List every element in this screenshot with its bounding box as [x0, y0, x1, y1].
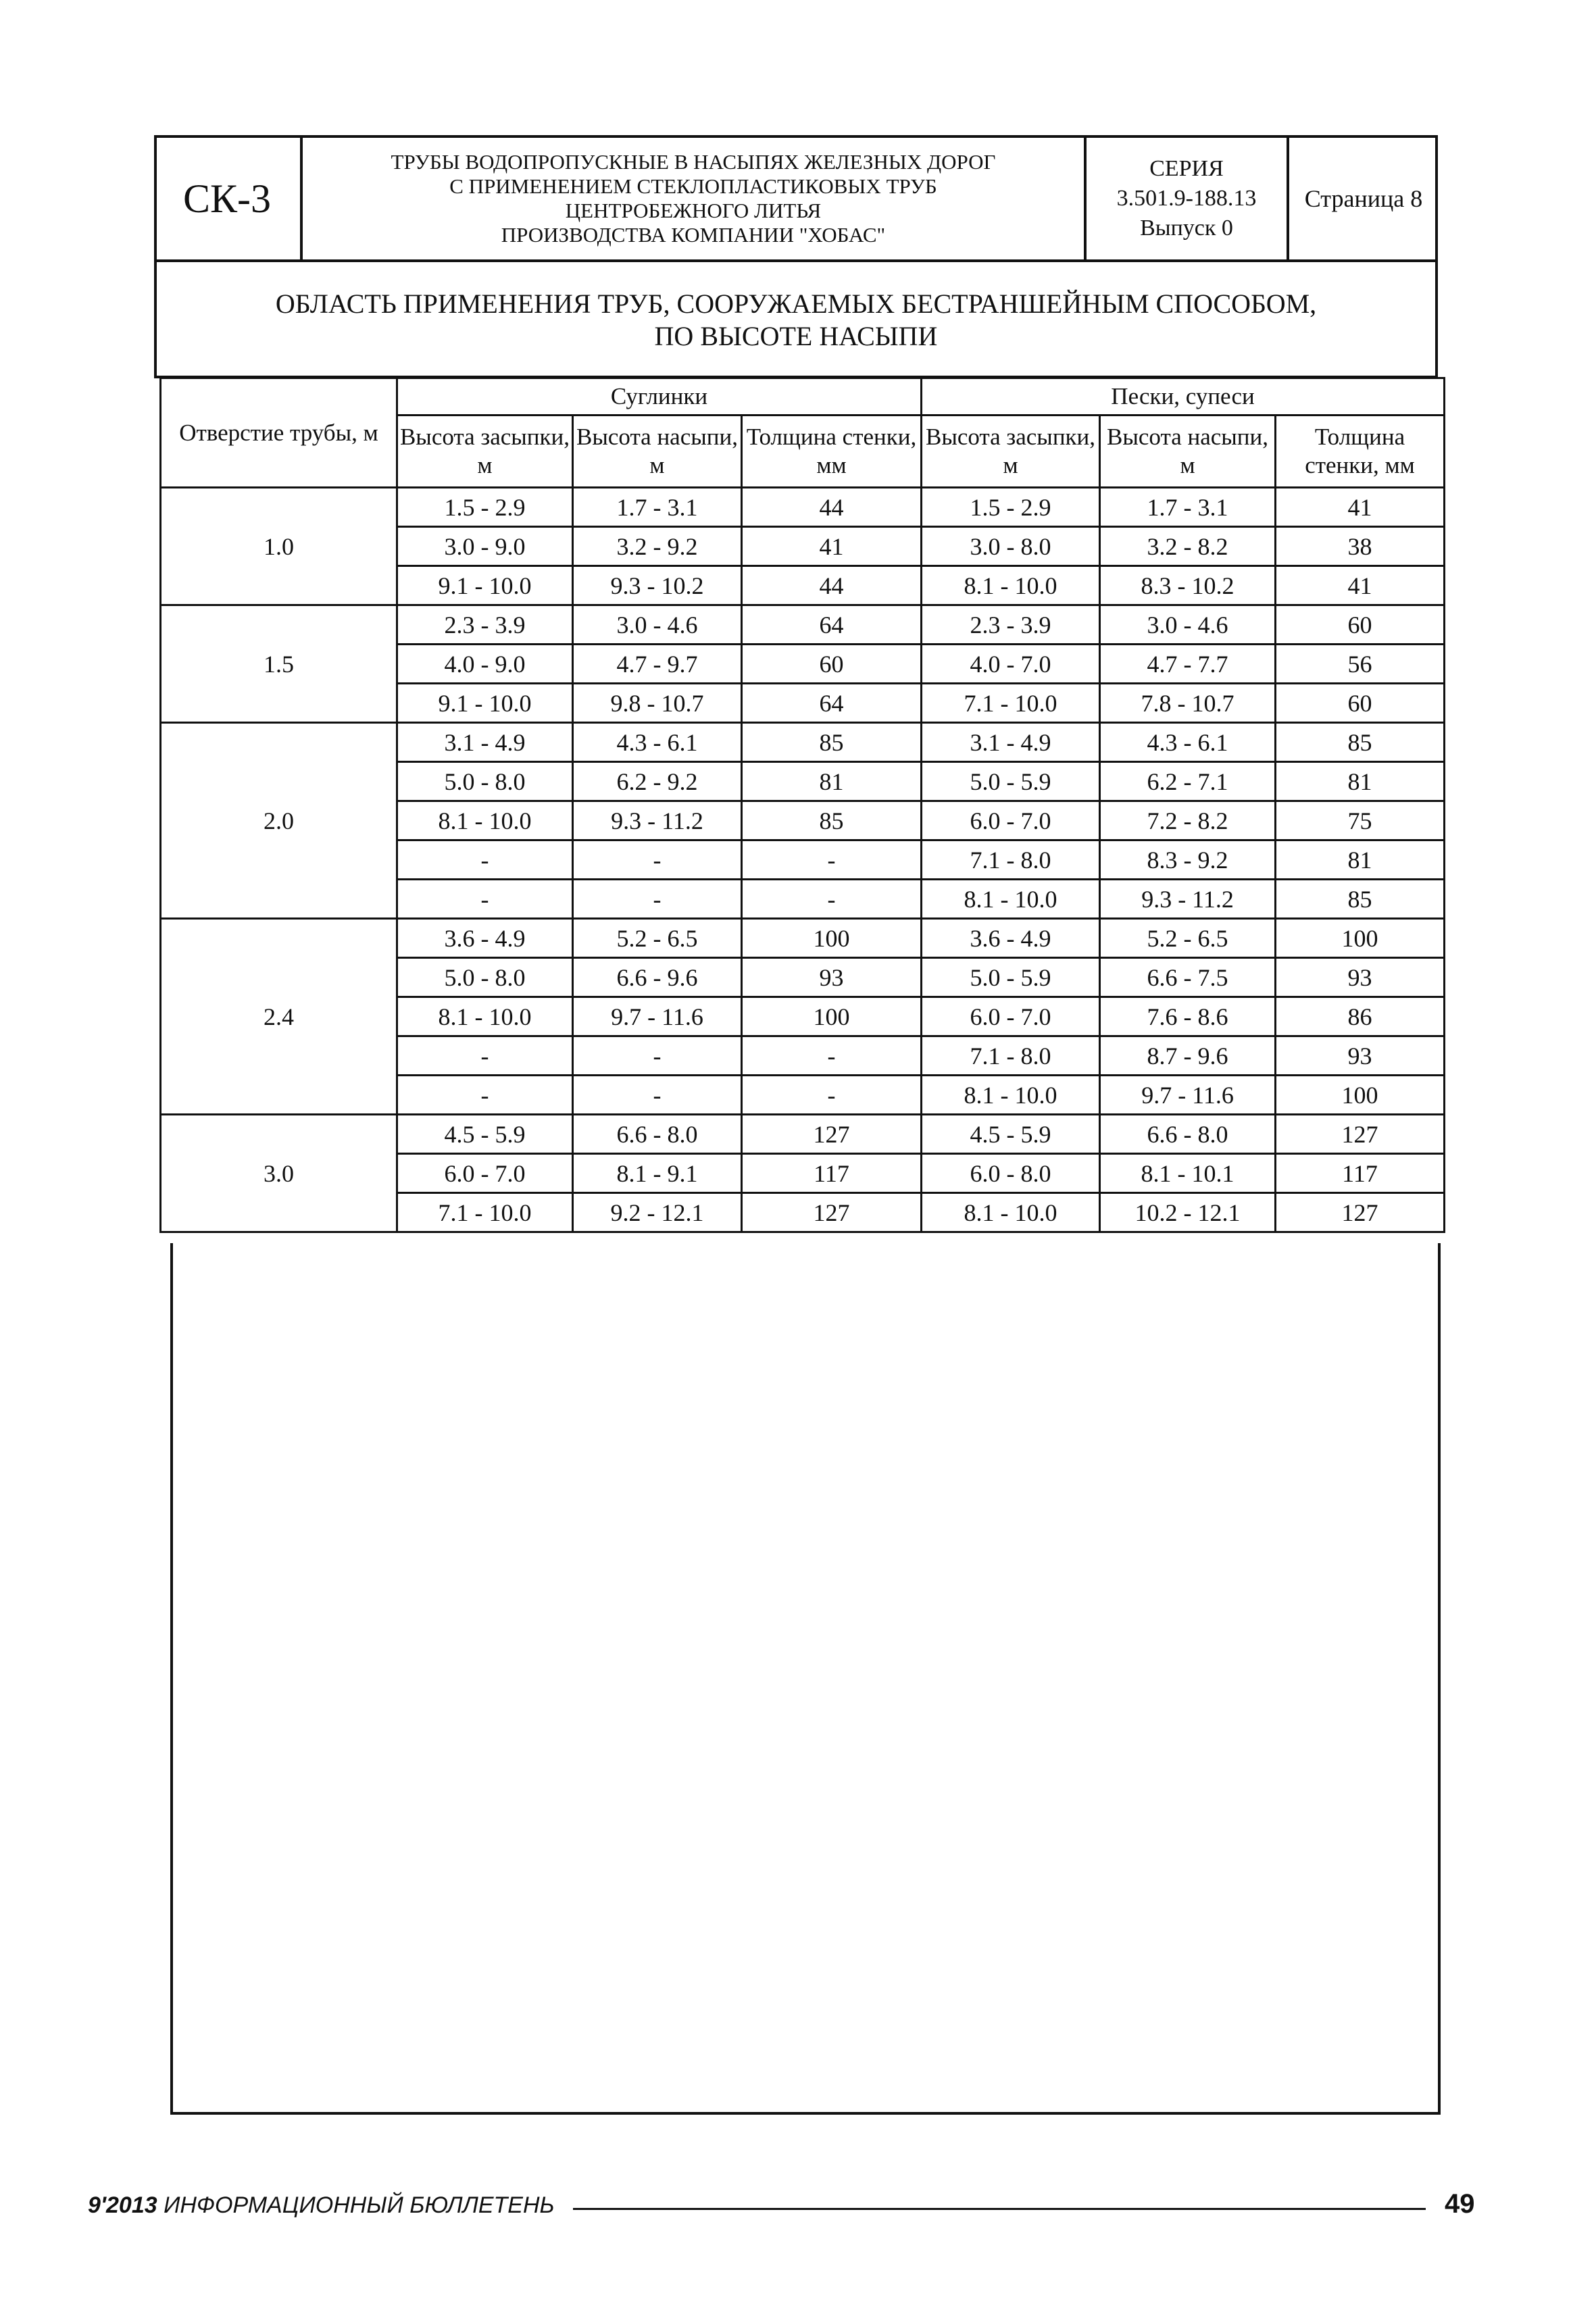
- table-body: [161, 488, 1445, 1232]
- col-header-fill-height: Высота засыпки, м: [922, 416, 1100, 488]
- table-cell: 100: [742, 997, 922, 1036]
- table-cell: 38: [1276, 527, 1445, 566]
- footer-publication: [88, 2192, 555, 2219]
- table-cell: 5.0 - 5.9: [922, 958, 1100, 997]
- table-cell: 81: [1276, 840, 1445, 880]
- table-cell: 5.0 - 8.0: [397, 958, 573, 997]
- table-cell: 6.6 - 9.6: [573, 958, 742, 997]
- series-label: СЕРИЯ: [1149, 156, 1224, 181]
- col-header-wall-thickness: Толщина стенки, мм: [742, 416, 922, 488]
- table-cell: 127: [1276, 1193, 1445, 1232]
- col-header-opening: Отверстие трубы, м: [161, 378, 397, 488]
- table-cell: 9.7 - 11.6: [573, 997, 742, 1036]
- table-cell: 85: [1276, 723, 1445, 762]
- table-row: [161, 723, 1445, 762]
- opening-cell: 2.4: [161, 919, 397, 1115]
- table-cell: 81: [742, 762, 922, 801]
- table-cell: -: [573, 1076, 742, 1115]
- table-cell: 3.1 - 4.9: [397, 723, 573, 762]
- table-cell: 9.1 - 10.0: [397, 566, 573, 605]
- table-cell: 6.2 - 7.1: [1100, 762, 1276, 801]
- table-cell: 4.3 - 6.1: [573, 723, 742, 762]
- table-cell: -: [742, 1036, 922, 1076]
- table-cell: 1.5 - 2.9: [922, 488, 1100, 527]
- table-cell: 4.5 - 5.9: [397, 1115, 573, 1154]
- opening-cell: 1.5: [161, 605, 397, 723]
- table-cell: 8.1 - 10.0: [397, 801, 573, 840]
- table-cell: 85: [1276, 880, 1445, 919]
- table-cell: 3.0 - 4.6: [1100, 605, 1276, 645]
- table-cell: 4.5 - 5.9: [922, 1115, 1100, 1154]
- table-cell: 9.3 - 11.2: [573, 801, 742, 840]
- pipe-application-table: [159, 377, 1445, 1233]
- col-header-wall-thickness: Толщина стенки, мм: [1276, 416, 1445, 488]
- table-cell: 5.0 - 5.9: [922, 762, 1100, 801]
- opening-cell: 3.0: [161, 1115, 397, 1232]
- table-cell: 3.6 - 4.9: [922, 919, 1100, 958]
- table-cell: 9.3 - 11.2: [1100, 880, 1276, 919]
- table-cell: 127: [1276, 1115, 1445, 1154]
- table-cell: -: [742, 1076, 922, 1115]
- table-cell: 3.0 - 4.6: [573, 605, 742, 645]
- table-cell: 60: [1276, 684, 1445, 723]
- empty-frame-area: [170, 1243, 1441, 2115]
- table-cell: 6.0 - 7.0: [397, 1154, 573, 1193]
- table-cell: 127: [742, 1115, 922, 1154]
- table-cell: 85: [742, 723, 922, 762]
- table-cell: 3.6 - 4.9: [397, 919, 573, 958]
- table-cell: 3.0 - 9.0: [397, 527, 573, 566]
- table-cell: 3.2 - 9.2: [573, 527, 742, 566]
- table-cell: 44: [742, 488, 922, 527]
- series-number: 3.501.9-188.13: [1116, 186, 1257, 211]
- table-cell: 127: [742, 1193, 922, 1232]
- table-cell: 5.2 - 6.5: [1100, 919, 1276, 958]
- table-cell: 60: [1276, 605, 1445, 645]
- table-cell: 86: [1276, 997, 1445, 1036]
- section-title-line: ПО ВЫСОТЕ НАСЫПИ: [654, 321, 938, 351]
- table-cell: 41: [742, 527, 922, 566]
- table-cell: 5.2 - 6.5: [573, 919, 742, 958]
- table-cell: -: [742, 880, 922, 919]
- table-cell: 5.0 - 8.0: [397, 762, 573, 801]
- table-cell: 60: [742, 645, 922, 684]
- table-cell: 7.1 - 10.0: [922, 684, 1100, 723]
- title-line: ПРОИЗВОДСТВА КОМПАНИИ "ХОБАС": [501, 223, 886, 247]
- col-header-embankment-height: Высота насыпи, м: [573, 416, 742, 488]
- title-line: ТРУБЫ ВОДОПРОПУСКНЫЕ В НАСЫПЯХ ЖЕЛЕЗНЫХ ДОРОГ: [391, 150, 996, 174]
- table-cell: 9.7 - 11.6: [1100, 1076, 1276, 1115]
- table-cell: 9.1 - 10.0: [397, 684, 573, 723]
- table-cell: 6.6 - 7.5: [1100, 958, 1276, 997]
- table-cell: 7.1 - 10.0: [397, 1193, 573, 1232]
- table-cell: 10.2 - 12.1: [1100, 1193, 1276, 1232]
- group-header-loam: Суглинки: [397, 378, 922, 416]
- table-cell: 1.5 - 2.9: [397, 488, 573, 527]
- footer-page-number: 49: [1445, 2189, 1475, 2219]
- section-title: [154, 262, 1438, 378]
- table-cell: 64: [742, 605, 922, 645]
- table-cell: 93: [1276, 1036, 1445, 1076]
- table-cell: 6.0 - 7.0: [922, 997, 1100, 1036]
- table-cell: -: [573, 880, 742, 919]
- footer-publication-name: ИНФОРМАЦИОННЫЙ БЮЛЛЕТЕНЬ: [164, 2192, 555, 2218]
- table-cell: 3.0 - 8.0: [922, 527, 1100, 566]
- issue-label: Выпуск 0: [1140, 216, 1233, 241]
- table-row: [161, 919, 1445, 958]
- footer-rule: [573, 2208, 1426, 2210]
- table-cell: 56: [1276, 645, 1445, 684]
- table-cell: 9.3 - 10.2: [573, 566, 742, 605]
- table-cell: 9.2 - 12.1: [573, 1193, 742, 1232]
- table-cell: 2.3 - 3.9: [922, 605, 1100, 645]
- table-cell: 93: [742, 958, 922, 997]
- table-cell: -: [742, 840, 922, 880]
- table-cell: 6.0 - 7.0: [922, 801, 1100, 840]
- sheet-code: СК-3: [154, 135, 303, 262]
- table-cell: 3.1 - 4.9: [922, 723, 1100, 762]
- table-cell: 4.3 - 6.1: [1100, 723, 1276, 762]
- table-cell: 4.0 - 9.0: [397, 645, 573, 684]
- table-cell: 6.6 - 8.0: [1100, 1115, 1276, 1154]
- table-cell: 4.7 - 9.7: [573, 645, 742, 684]
- opening-cell: 2.0: [161, 723, 397, 919]
- table-cell: -: [573, 1036, 742, 1076]
- opening-cell: 1.0: [161, 488, 397, 605]
- table-cell: 81: [1276, 762, 1445, 801]
- table-cell: 100: [742, 919, 922, 958]
- table-cell: 7.1 - 8.0: [922, 1036, 1100, 1076]
- table-cell: 6.6 - 8.0: [573, 1115, 742, 1154]
- table-cell: 9.8 - 10.7: [573, 684, 742, 723]
- page-label: Страница 8: [1304, 185, 1423, 212]
- table-cell: 8.1 - 9.1: [573, 1154, 742, 1193]
- table-cell: 8.7 - 9.6: [1100, 1036, 1276, 1076]
- title-line: ЦЕНТРОБЕЖНОГО ЛИТЬЯ: [565, 199, 822, 222]
- document-title: [303, 135, 1087, 262]
- table-cell: -: [397, 1076, 573, 1115]
- table-cell: 8.1 - 10.0: [397, 997, 573, 1036]
- table-cell: 6.2 - 9.2: [573, 762, 742, 801]
- table-cell: -: [573, 840, 742, 880]
- title-line: С ПРИМЕНЕНИЕМ СТЕКЛОПЛАСТИКОВЫХ ТРУБ: [449, 174, 937, 198]
- table-cell: 8.1 - 10.0: [922, 1193, 1100, 1232]
- table-cell: 117: [742, 1154, 922, 1193]
- section-title-line: ОБЛАСТЬ ПРИМЕНЕНИЯ ТРУБ, СООРУЖАЕМЫХ БЕСТРАНШЕЙНЫМ СПОСОБОМ,: [275, 288, 1317, 319]
- table-cell: 2.3 - 3.9: [397, 605, 573, 645]
- table-cell: 8.1 - 10.0: [922, 1076, 1100, 1115]
- table-cell: -: [397, 880, 573, 919]
- group-header-sand: Пески, супеси: [922, 378, 1445, 416]
- series-cell: [1087, 135, 1289, 262]
- table-cell: 3.2 - 8.2: [1100, 527, 1276, 566]
- table-cell: 8.3 - 10.2: [1100, 566, 1276, 605]
- table-cell: 4.7 - 7.7: [1100, 645, 1276, 684]
- table-cell: 8.3 - 9.2: [1100, 840, 1276, 880]
- table-cell: 1.7 - 3.1: [573, 488, 742, 527]
- table-cell: 4.0 - 7.0: [922, 645, 1100, 684]
- table-cell: 100: [1276, 919, 1445, 958]
- table-row: [161, 1115, 1445, 1154]
- table-cell: 100: [1276, 1076, 1445, 1115]
- footer-issue: 9'2013: [88, 2192, 157, 2218]
- table-row: [161, 488, 1445, 527]
- table-cell: 41: [1276, 566, 1445, 605]
- table-cell: 93: [1276, 958, 1445, 997]
- table-cell: 8.1 - 10.0: [922, 880, 1100, 919]
- table-cell: 7.2 - 8.2: [1100, 801, 1276, 840]
- table-cell: 117: [1276, 1154, 1445, 1193]
- table-cell: 85: [742, 801, 922, 840]
- table-cell: 8.1 - 10.1: [1100, 1154, 1276, 1193]
- table-cell: 6.0 - 8.0: [922, 1154, 1100, 1193]
- col-header-embankment-height: Высота насыпи, м: [1100, 416, 1276, 488]
- col-header-fill-height: Высота засыпки, м: [397, 416, 573, 488]
- table-cell: 8.1 - 10.0: [922, 566, 1100, 605]
- table-cell: -: [397, 1036, 573, 1076]
- table-cell: 1.7 - 3.1: [1100, 488, 1276, 527]
- table-row: [161, 605, 1445, 645]
- table-cell: 41: [1276, 488, 1445, 527]
- table-cell: 7.6 - 8.6: [1100, 997, 1276, 1036]
- table-cell: -: [397, 840, 573, 880]
- table-cell: 64: [742, 684, 922, 723]
- table-cell: 75: [1276, 801, 1445, 840]
- table-cell: 44: [742, 566, 922, 605]
- table-cell: 7.8 - 10.7: [1100, 684, 1276, 723]
- table-cell: 7.1 - 8.0: [922, 840, 1100, 880]
